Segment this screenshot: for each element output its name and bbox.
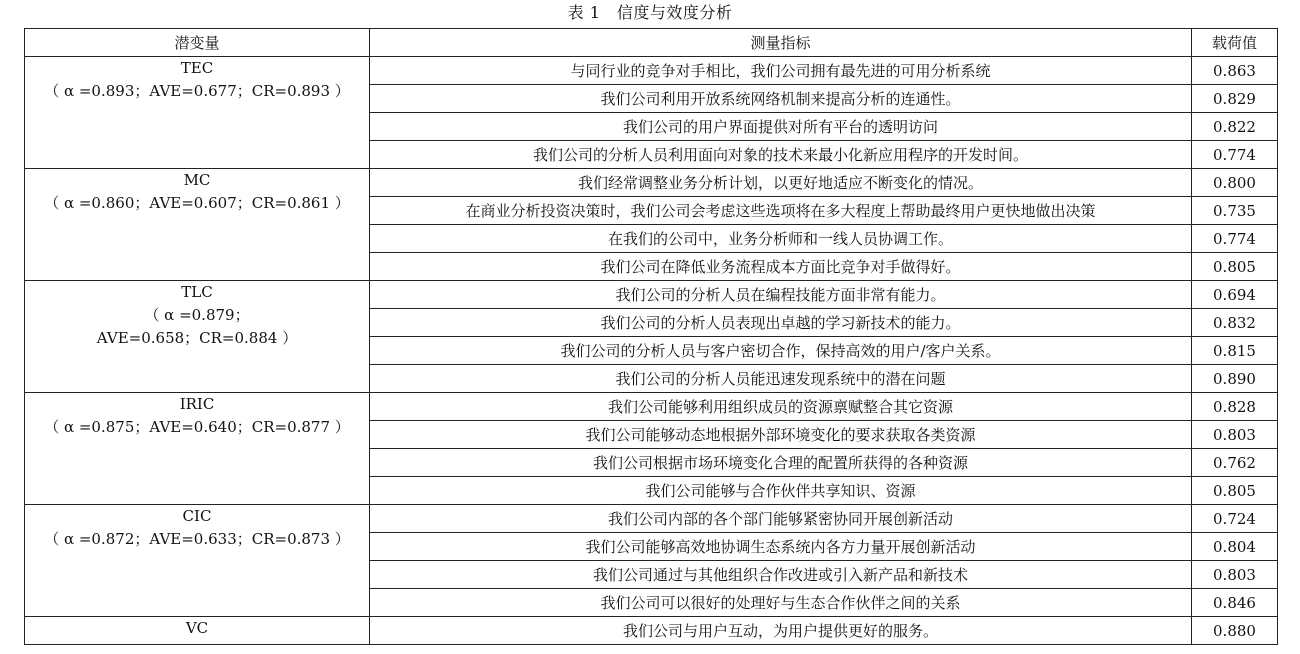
indicator-cell: 我们公司能够与合作伙伴共享知识、资源: [370, 477, 1192, 505]
latent-name: TLC: [181, 283, 213, 301]
loading-cell: 0.762: [1192, 449, 1278, 477]
loading-cell: 0.800: [1192, 169, 1278, 197]
loading-cell: 0.694: [1192, 281, 1278, 309]
latent-name: IRIC: [179, 395, 215, 413]
loading-cell: 0.863: [1192, 57, 1278, 85]
loading-cell: 0.804: [1192, 533, 1278, 561]
loading-cell: 0.735: [1192, 197, 1278, 225]
indicator-cell: 在商业分析投资决策时，我们公司会考虑这些选项将在多大程度上帮助最终用户更快地做出决策: [370, 197, 1192, 225]
loading-cell: 0.803: [1192, 421, 1278, 449]
loading-cell: 0.803: [1192, 561, 1278, 589]
indicator-cell: 我们公司的分析人员能迅速发现系统中的潜在问题: [370, 365, 1192, 393]
loading-cell: 0.774: [1192, 225, 1278, 253]
header-indicator: 测量指标: [370, 29, 1192, 57]
latent-stats-line2: AVE=0.658；CR=0.884 ）: [96, 329, 298, 347]
table-row: [25, 617, 1278, 645]
latent-stats: （ α =0.872；AVE=0.633；CR=0.873 ）: [44, 530, 350, 548]
indicator-cell: 我们公司能够动态地根据外部环境变化的要求获取各类资源: [370, 421, 1192, 449]
loading-cell: 0.805: [1192, 253, 1278, 281]
loading-cell: 0.829: [1192, 85, 1278, 113]
indicator-cell: 我们公司利用开放系统网络机制来提高分析的连通性。: [370, 85, 1192, 113]
table-row: [25, 505, 1278, 533]
indicator-cell: 与同行业的竞争对手相比，我们公司拥有最先进的可用分析系统: [370, 57, 1192, 85]
indicator-cell: 我们公司的分析人员利用面向对象的技术来最小化新应用程序的开发时间。: [370, 141, 1192, 169]
indicator-cell: 在我们的公司中，业务分析师和一线人员协调工作。: [370, 225, 1192, 253]
indicator-cell: 我们公司的用户界面提供对所有平台的透明访问: [370, 113, 1192, 141]
loading-cell: 0.828: [1192, 393, 1278, 421]
latent-cell-vc: [25, 617, 370, 645]
indicator-cell: 我们公司与用户互动，为用户提供更好的服务。: [370, 617, 1192, 645]
indicator-cell: 我们公司的分析人员与客户密切合作，保持高效的用户/客户关系。: [370, 337, 1192, 365]
latent-stats-line1: （ α =0.879；: [144, 306, 250, 324]
table-row: [25, 281, 1278, 309]
latent-cell-tlc: [25, 281, 370, 393]
loading-cell: 0.846: [1192, 589, 1278, 617]
header-loading: 载荷值: [1192, 29, 1278, 57]
latent-name: CIC: [182, 507, 212, 525]
indicator-cell: 我们经常调整业务分析计划，以更好地适应不断变化的情况。: [370, 169, 1192, 197]
table-row: [25, 57, 1278, 85]
latent-cell-tec: [25, 57, 370, 169]
loading-cell: 0.822: [1192, 113, 1278, 141]
loading-cell: 0.890: [1192, 365, 1278, 393]
loading-cell: 0.815: [1192, 337, 1278, 365]
table-caption: 表 1 信度与效度分析: [567, 3, 733, 22]
header-row: [25, 29, 1278, 57]
loading-cell: 0.832: [1192, 309, 1278, 337]
indicator-cell: 我们公司内部的各个部门能够紧密协同开展创新活动: [370, 505, 1192, 533]
latent-name: TEC: [180, 59, 214, 77]
latent-stats: （ α =0.860；AVE=0.607；CR=0.861 ）: [44, 194, 350, 212]
latent-name: MC: [183, 171, 211, 189]
table-row: [25, 393, 1278, 421]
latent-cell-cic: [25, 505, 370, 617]
latent-cell-iric: [25, 393, 370, 505]
loading-cell: 0.805: [1192, 477, 1278, 505]
header-latent: 潜变量: [25, 29, 370, 57]
loading-cell: 0.724: [1192, 505, 1278, 533]
loading-cell: 0.774: [1192, 141, 1278, 169]
indicator-cell: 我们公司能够高效地协调生态系统内各方力量开展创新活动: [370, 533, 1192, 561]
loading-cell: 0.880: [1192, 617, 1278, 645]
indicator-cell: 我们公司的分析人员表现出卓越的学习新技术的能力。: [370, 309, 1192, 337]
indicator-cell: 我们公司可以很好的处理好与生态合作伙伴之间的关系: [370, 589, 1192, 617]
indicator-cell: 我们公司的分析人员在编程技能方面非常有能力。: [370, 281, 1192, 309]
indicator-cell: 我们公司在降低业务流程成本方面比竞争对手做得好。: [370, 253, 1192, 281]
table-row: [25, 169, 1278, 197]
indicator-cell: 我们公司能够利用组织成员的资源禀赋整合其它资源: [370, 393, 1192, 421]
latent-name: VC: [185, 619, 209, 637]
indicator-cell: 我们公司通过与其他组织合作改进或引入新产品和新技术: [370, 561, 1192, 589]
latent-stats: （ α =0.893；AVE=0.677；CR=0.893 ）: [44, 82, 350, 100]
latent-cell-mc: [25, 169, 370, 281]
reliability-validity-table: [24, 28, 1278, 645]
latent-stats: （ α =0.875；AVE=0.640；CR=0.877 ）: [44, 418, 350, 436]
indicator-cell: 我们公司根据市场环境变化合理的配置所获得的各种资源: [370, 449, 1192, 477]
